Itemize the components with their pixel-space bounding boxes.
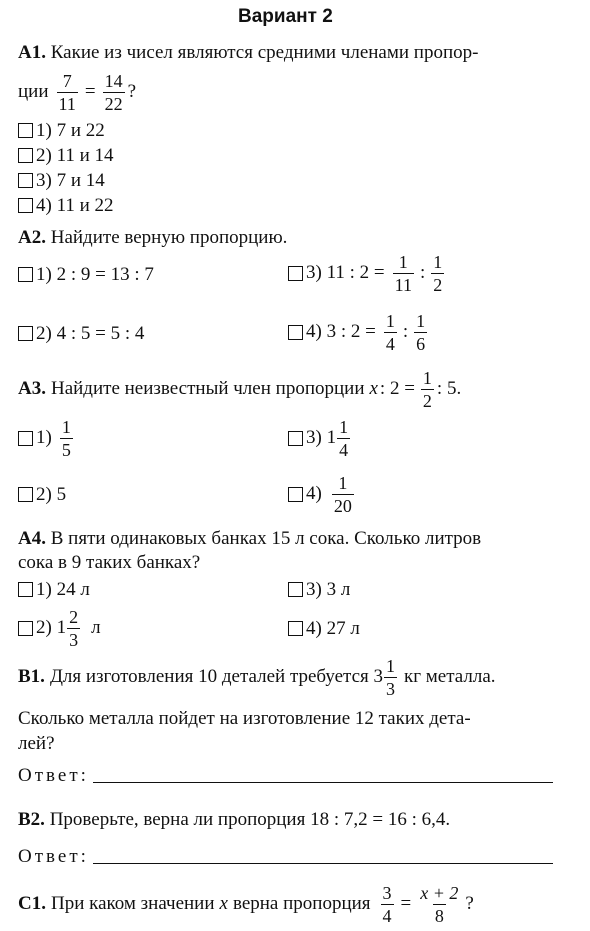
question-c1: [18, 880, 474, 928]
denominator: 3: [386, 678, 395, 699]
answer-label: Ответ:: [18, 765, 89, 786]
answer-checkbox[interactable]: [18, 326, 33, 341]
question-b1: [18, 654, 496, 700]
fraction: [384, 657, 397, 698]
question-mark: ?: [127, 81, 137, 102]
fraction: [381, 884, 394, 925]
fraction: [67, 608, 80, 649]
question-a1: [18, 41, 478, 64]
question-a1-proportion: [18, 70, 136, 114]
option-label: 4) 3 : 2 =: [306, 321, 376, 342]
option-a3-3[interactable]: [288, 414, 353, 462]
question-b1-line3: лей?: [18, 733, 55, 754]
denominator: 8: [434, 905, 444, 926]
fraction: [60, 418, 73, 459]
fraction: [418, 884, 460, 925]
denominator: 5: [61, 439, 71, 460]
option-label: 3) 3 л: [306, 579, 351, 600]
fraction: [421, 369, 434, 410]
question-b1-line2: Сколько металла пойдет на изготовление 12 таких дета-: [18, 708, 471, 729]
numerator: 1: [433, 251, 443, 272]
fraction: [332, 474, 354, 515]
fraction: [384, 312, 397, 353]
colon: :: [402, 321, 409, 342]
denominator: 22: [104, 93, 123, 114]
answer-checkbox[interactable]: [18, 431, 33, 446]
colon: :: [419, 262, 426, 283]
variable-x: x: [369, 378, 378, 399]
equation-part: : 2 =: [379, 378, 415, 399]
option-a4-2[interactable]: [18, 604, 101, 652]
fraction: [393, 253, 414, 294]
variable-x: x: [219, 893, 228, 914]
numerator: x + 2: [420, 882, 459, 903]
numerator: 3: [382, 882, 392, 903]
numerator: 1: [422, 367, 432, 388]
denominator: 4: [339, 439, 349, 460]
answer-checkbox[interactable]: [288, 621, 303, 636]
answer-checkbox[interactable]: [288, 325, 303, 340]
option-label: 1) 2 : 9 = 13 : 7: [36, 264, 154, 285]
answer-row-b2: [18, 845, 553, 868]
option-a2-1[interactable]: [18, 263, 154, 286]
answer-checkbox[interactable]: [18, 621, 33, 636]
numerator: 1: [386, 655, 395, 676]
option-label: 3) 11 : 2 =: [306, 262, 385, 283]
option-a1-4[interactable]: [18, 194, 114, 217]
answer-input-line[interactable]: [93, 766, 553, 783]
answer-checkbox[interactable]: [288, 487, 303, 502]
unit-label: л: [91, 617, 101, 638]
option-label: 1) 7 и 22: [36, 120, 105, 141]
fraction: [57, 72, 78, 113]
option-label: 2) 11 и 14: [36, 145, 114, 166]
option-label: 3) 7 и 14: [36, 170, 105, 191]
denominator: 6: [416, 333, 426, 354]
option-a3-2[interactable]: [18, 483, 66, 506]
numerator: 1: [416, 310, 426, 331]
question-text: ции: [18, 81, 49, 102]
option-a1-2[interactable]: [18, 144, 114, 167]
option-a4-4[interactable]: [288, 617, 360, 640]
numerator: 1: [398, 251, 408, 272]
option-a3-1[interactable]: [18, 414, 76, 462]
question-text: В пяти одинаковых банках 15 л сока. Сколько литров: [50, 528, 482, 549]
answer-checkbox[interactable]: [18, 173, 33, 188]
option-label: 3) 1: [306, 427, 337, 448]
question-a2: [18, 226, 287, 249]
fraction: [414, 312, 427, 353]
equals-sign: =: [84, 81, 96, 102]
question-text: Для изготовления 10 деталей требуется 3: [49, 666, 383, 687]
fraction: [337, 418, 350, 459]
denominator: 4: [385, 333, 395, 354]
variant-title: Вариант 2: [238, 6, 333, 27]
question-a3: [18, 366, 461, 412]
option-a2-3[interactable]: [288, 250, 447, 296]
question-text: Проверьте, верна ли пропорция 18 : 7,2 = 16 : 6,4.: [49, 809, 451, 830]
denominator: 11: [394, 274, 412, 295]
fraction: [103, 72, 125, 113]
option-label: 2) 1: [36, 617, 67, 638]
denominator: 4: [382, 905, 392, 926]
option-a2-2[interactable]: [18, 322, 144, 345]
answer-checkbox[interactable]: [288, 266, 303, 281]
denominator: 3: [69, 629, 79, 650]
equation-part: : 5.: [436, 378, 462, 399]
question-number: А2.: [18, 227, 46, 248]
answer-checkbox[interactable]: [288, 431, 303, 446]
numerator: 1: [61, 416, 71, 437]
numerator: 14: [104, 70, 123, 91]
question-text: Найдите верную пропорцию.: [50, 227, 288, 248]
option-label: 4) 11 и 22: [36, 195, 114, 216]
question-mark: ?: [465, 893, 474, 914]
question-text: При каком значении: [50, 893, 215, 914]
fraction: [431, 253, 444, 294]
option-label: 2) 5: [36, 484, 67, 505]
answer-checkbox[interactable]: [18, 148, 33, 163]
question-a4: [18, 527, 481, 550]
option-label: 4): [306, 483, 322, 504]
numerator: 1: [385, 310, 395, 331]
denominator: 2: [433, 274, 443, 295]
question-text: кг металла.: [404, 666, 496, 687]
question-text: Найдите неизвестный член пропорции: [50, 378, 365, 399]
question-b2: [18, 808, 450, 831]
question-text: верна пропорция: [232, 893, 371, 914]
question-a4-line2: сока в 9 таких банках?: [18, 552, 201, 573]
option-label: 1): [36, 427, 52, 448]
option-a2-4[interactable]: [288, 309, 430, 355]
option-a4-3[interactable]: [288, 578, 350, 601]
answer-checkbox[interactable]: [18, 487, 33, 502]
answer-input-line[interactable]: [93, 847, 553, 864]
numerator: 1: [339, 416, 349, 437]
question-number: А3.: [18, 378, 46, 399]
numerator: 1: [338, 472, 348, 493]
answer-checkbox[interactable]: [18, 582, 33, 597]
answer-row-b1: [18, 764, 553, 787]
question-number: В2.: [18, 809, 45, 830]
question-number: В1.: [18, 666, 45, 687]
option-a1-3[interactable]: [18, 169, 105, 192]
option-a3-4[interactable]: [288, 470, 357, 518]
numerator: 7: [62, 70, 72, 91]
answer-checkbox[interactable]: [18, 267, 33, 282]
answer-checkbox[interactable]: [18, 198, 33, 213]
question-text: Какие из чисел являются средними членами пропор-: [50, 42, 479, 63]
option-a1-1[interactable]: [18, 119, 105, 142]
denominator: 20: [333, 495, 352, 516]
question-number: А4.: [18, 528, 46, 549]
option-label: 4) 27 л: [306, 618, 360, 639]
option-label: 2) 4 : 5 = 5 : 4: [36, 323, 145, 344]
answer-label: Ответ:: [18, 846, 89, 867]
equals-sign: =: [400, 893, 412, 914]
answer-checkbox[interactable]: [18, 123, 33, 138]
answer-checkbox[interactable]: [288, 582, 303, 597]
denominator: 2: [422, 390, 432, 411]
option-label: 1) 24 л: [36, 579, 90, 600]
question-number: С1.: [18, 893, 46, 914]
option-a4-1[interactable]: [18, 578, 90, 601]
numerator: 2: [69, 606, 79, 627]
denominator: 11: [58, 93, 76, 114]
question-number: А1.: [18, 42, 46, 63]
